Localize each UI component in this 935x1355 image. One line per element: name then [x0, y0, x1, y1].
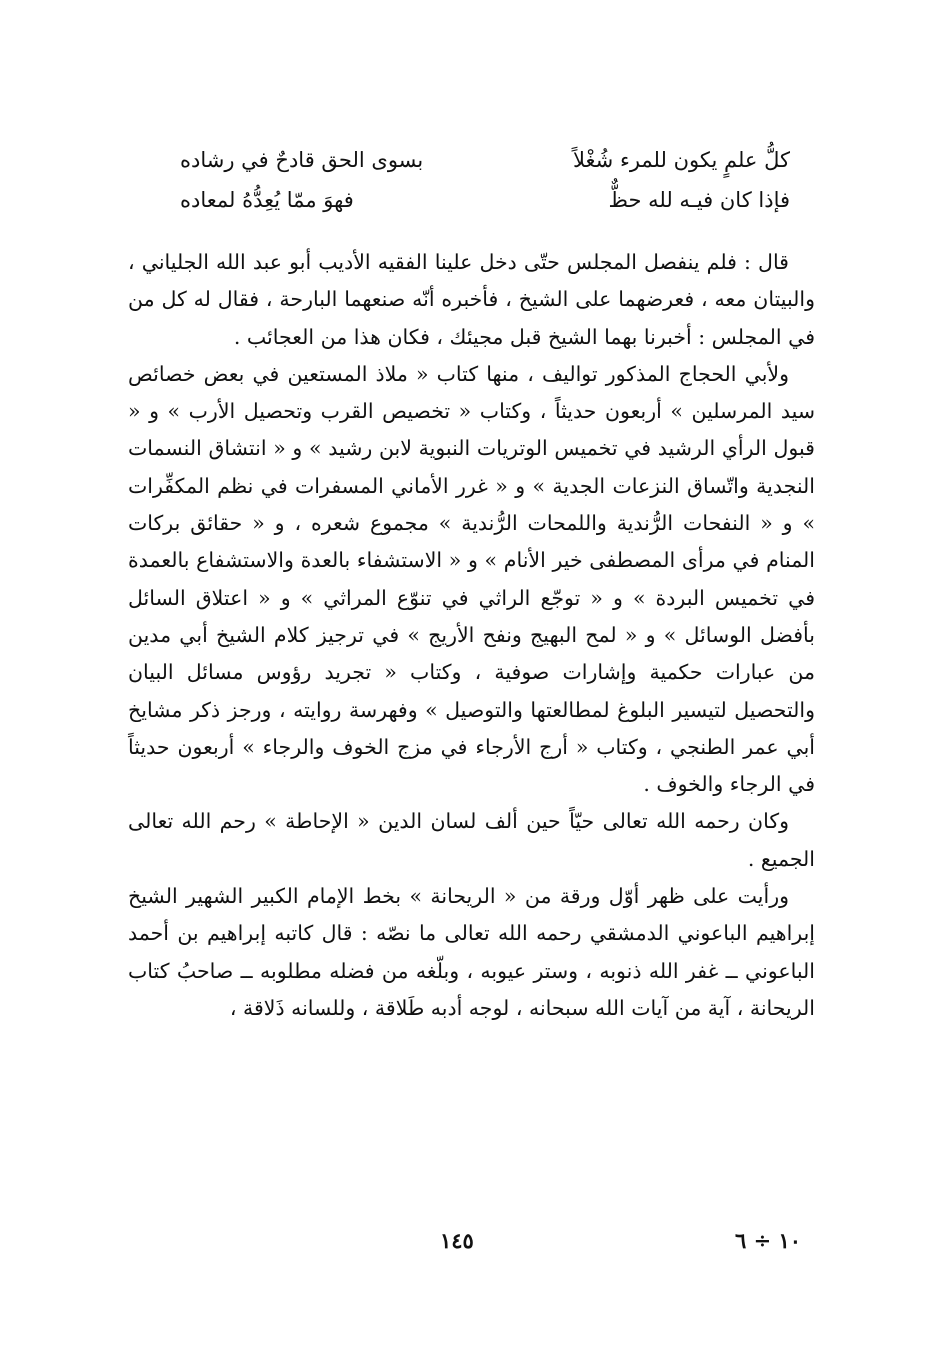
verse-hemistich-left: فهوَ ممّا يُعِدُّهُ لمعاده	[180, 188, 354, 212]
paragraph: ورأيت على ظهر أوّل ورقة من « الريحانة » بخط الإمام الكبير الشهير الشيخ إبراهيم الباعوني الدمشقي رحمه الله تعالى ما نصّه : قال كاتبه إبراهيم بن أحمد الباعوني ــ غفر الله ذنوبه ، وستر عيوبه ، وبلّغه من فضله مطلوبه ــ صاحبُ كتاب الريحانة ، آية من آيات الله سبحانه ، لوجه أدبه طَلاقة ، وللسانه ذَلاقة ،	[128, 884, 815, 1020]
verse-line	[180, 140, 790, 180]
body-text	[128, 244, 815, 1027]
page-number: ١٤٥	[440, 1228, 474, 1253]
poem-verses	[180, 140, 790, 220]
paragraph: ولأبي الحجاج المذكور تواليف ، منها كتاب « ملاذ المستعين في بعض خصائص سيد المرسلين » أربعون حديثاً ، وكتاب « تخصيص القرب وتحصيل الأرب » و « قبول الرأي الرشيد في تخميس الوتريات النبوية لابن رشيد » و « انتشاق النسمات النجدية واتّساق النزعات الجدية » و « غرر الأماني المسفرات في نظم المكفِّرات » و « النفحات الرُّندية واللمحات الرُّندية » مجموع شعره ، و « حقائق بركات المنام في مرأى المصطفى خير الأنام » و « الاستشفاء بالعدة والاستشفاع بالعمدة في تخميس البردة » و « توجّع الراثي في تنوّع المراثي » و « اعتلاق السائل بأفضل الوسائل » و « لمح البهيج ونفح الأريج » في ترجيز كلام الشيخ أبي مدين من عبارات حكمية وإشارات صوفية ، وكتاب « تجريد رؤوس مسائل البيان والتحصيل لتيسير البلوغ لمطالعتها والتوصيل » وفهرسة روايته ، ورجز ذكر مشايخ أبي عمر الطنجي ، وكتاب « أرج الأرجاء في مزج الخوف والرجاء » أربعون حديثاً في الرجاء والخوف .	[128, 361, 815, 797]
paragraph: وكان رحمه الله تعالى حيّاً حين ألف لسان الدين « الإحاطة » رحم الله تعالى الجميع .	[128, 809, 815, 871]
paragraph: قال : فلم ينفصل المجلس حتّى دخل علينا الفقيه الأديب أبو عبد الله الجلياني ، والبيتان معه ، فعرضهما على الشيخ ، فأخبره أنّه صنعهما البارحة ، فقال له كل من في المجلس : أخبرنا بهما الشيخ قبل مجيئك ، فكان هذا من العجائب .	[128, 250, 815, 349]
signature-mark: ١٠ ÷ ٦	[735, 1228, 802, 1253]
verse-hemistich-right: كلُّ علمٍ يكون للمرء شُغْلاً	[573, 148, 790, 172]
verse-hemistich-right: فإذا كان فيـه لله حظٌّ	[608, 188, 790, 212]
verse-hemistich-left: بسوى الحق قادحٌ في رشاده	[180, 148, 424, 172]
verse-line	[180, 180, 790, 220]
page-footer	[0, 1228, 935, 1268]
